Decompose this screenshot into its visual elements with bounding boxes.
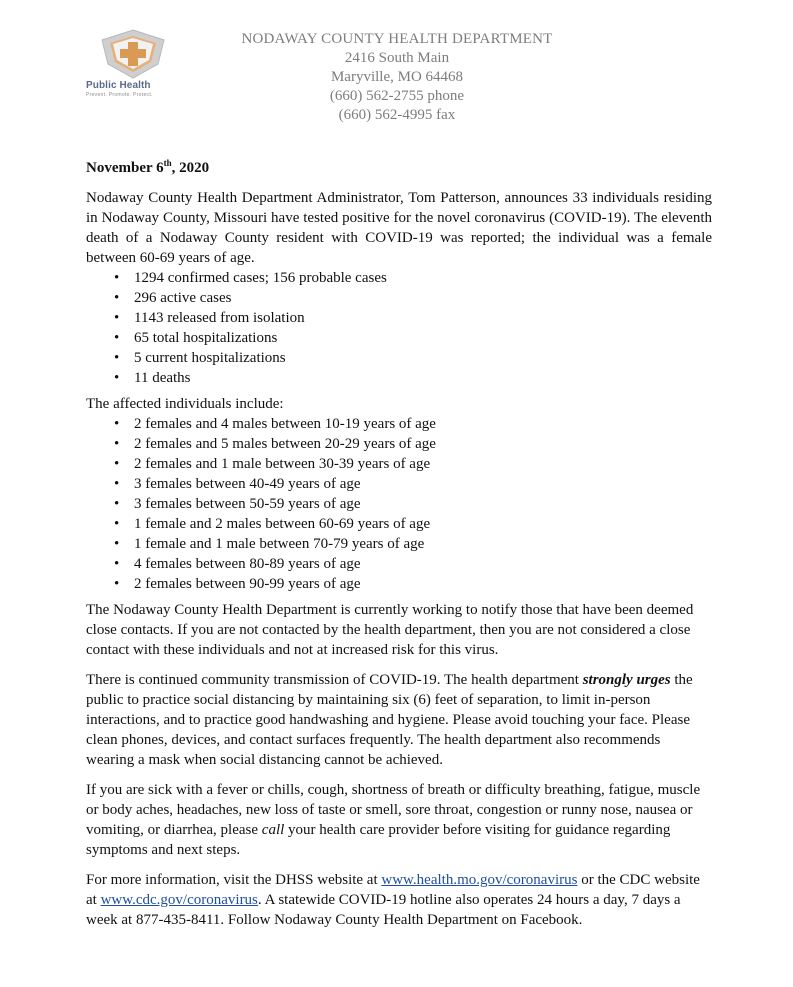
list-item: • 2 females between 90-99 years of age	[134, 574, 712, 594]
shield-cross-icon	[98, 28, 168, 80]
stats-list	[86, 268, 712, 388]
list-item: • 1 female and 2 males between 60-69 years of age	[134, 514, 712, 534]
list-item: • 65 total hospitalizations	[134, 328, 712, 348]
cdc-website-link[interactable]: www.cdc.gov/coronavirus	[100, 892, 258, 908]
city-state-zip: Maryville, MO 64468	[330, 69, 464, 85]
release-date	[86, 158, 712, 178]
fax-number: (660) 562-4995 fax	[338, 107, 456, 123]
date-month-day: November 6	[86, 160, 164, 176]
organization-name: NODAWAY COUNTY HEALTH DEPARTMENT	[241, 31, 553, 47]
symptoms-rest: your health care provider before visiting for guidance regarding symptoms and next steps.	[86, 822, 671, 858]
more-info-part1: For more information, visit the DHSS website at	[86, 872, 382, 888]
press-release-body	[86, 158, 712, 930]
list-item: • 11 deaths	[134, 368, 712, 388]
affected-list	[86, 414, 712, 594]
symptoms-paragraph	[86, 780, 712, 860]
letterhead	[190, 30, 604, 125]
list-item: • 3 females between 40-49 years of age	[134, 474, 712, 494]
logo-title: Public Health	[86, 80, 151, 91]
logo-caption	[86, 80, 176, 98]
list-item: • 1143 released from isolation	[134, 308, 712, 328]
more-info-part2: or the CDC website at	[86, 872, 700, 908]
transmission-lead: There is continued community transmission of COVID-19. The health department	[86, 672, 583, 688]
list-item: • 1 female and 1 male between 70-79 years of age	[134, 534, 712, 554]
list-item: • 4 females between 80-89 years of age	[134, 554, 712, 574]
intro-paragraph: Nodaway County Health Department Administrator, Tom Patterson, announces 33 individuals residing in Nodaway County, Missouri have tested positive for the novel coronavirus (COVID-19). The eleventh death of a Nodaway County resident with COVID-19 was reported; the individual was a female between 60-69 years of age.	[86, 190, 712, 266]
list-item: • 3 females between 50-59 years of age	[134, 494, 712, 514]
notify-paragraph: The Nodaway County Health Department is currently working to notify those that have been deemed close contacts. If you are not contacted by the health department, then you are not considered a close contact with these individuals and not at increased risk for this virus.	[86, 602, 694, 658]
phone-number: (660) 562-2755 phone	[329, 88, 465, 104]
transmission-paragraph	[86, 670, 712, 770]
street-address: 2416 South Main	[344, 50, 450, 66]
list-item: • 2 females and 5 males between 20-29 years of age	[134, 434, 712, 454]
affected-intro: The affected individuals include:	[86, 396, 284, 412]
more-info-paragraph	[86, 870, 712, 930]
transmission-rest: the public to practice social distancing by maintaining six (6) feet of separation, to limit in-person interactions, and to practice good handwashing and hygiene. Please avoid touching your face. Please clean phones, devices, and contact surfaces frequently. The health department also recommends wearing a mask when social distancing cannot be achieved.	[86, 672, 693, 768]
strongly-urges-emphasis: strongly urges	[582, 672, 671, 688]
list-item: • 1294 confirmed cases; 156 probable cases	[134, 268, 712, 288]
call-emphasis: call	[261, 822, 285, 838]
logo-tagline: Prevent. Promote. Protect.	[86, 92, 153, 98]
dhss-website-link[interactable]: www.health.mo.gov/coronavirus	[381, 872, 578, 888]
more-info-part3: . A statewide COVID-19 hotline also operates 24 hours a day, 7 days a week at 877-435-8411. Follow Nodaway County Health Department on Facebook.	[86, 892, 681, 928]
list-item: • 5 current hospitalizations	[134, 348, 712, 368]
list-item: • 2 females and 4 males between 10-19 years of age	[134, 414, 712, 434]
list-item: • 2 females and 1 male between 30-39 years of age	[134, 454, 712, 474]
date-year: , 2020	[171, 160, 210, 176]
symptoms-lead: If you are sick with a fever or chills, cough, shortness of breath or difficulty breathing, fatigue, muscle or body aches, headaches, new loss of taste or smell, sore throat, congestion or runny nose, nausea or vomiting, or diarrhea, please	[86, 782, 701, 838]
list-item: • 296 active cases	[134, 288, 712, 308]
date-suffix: th	[163, 158, 172, 168]
